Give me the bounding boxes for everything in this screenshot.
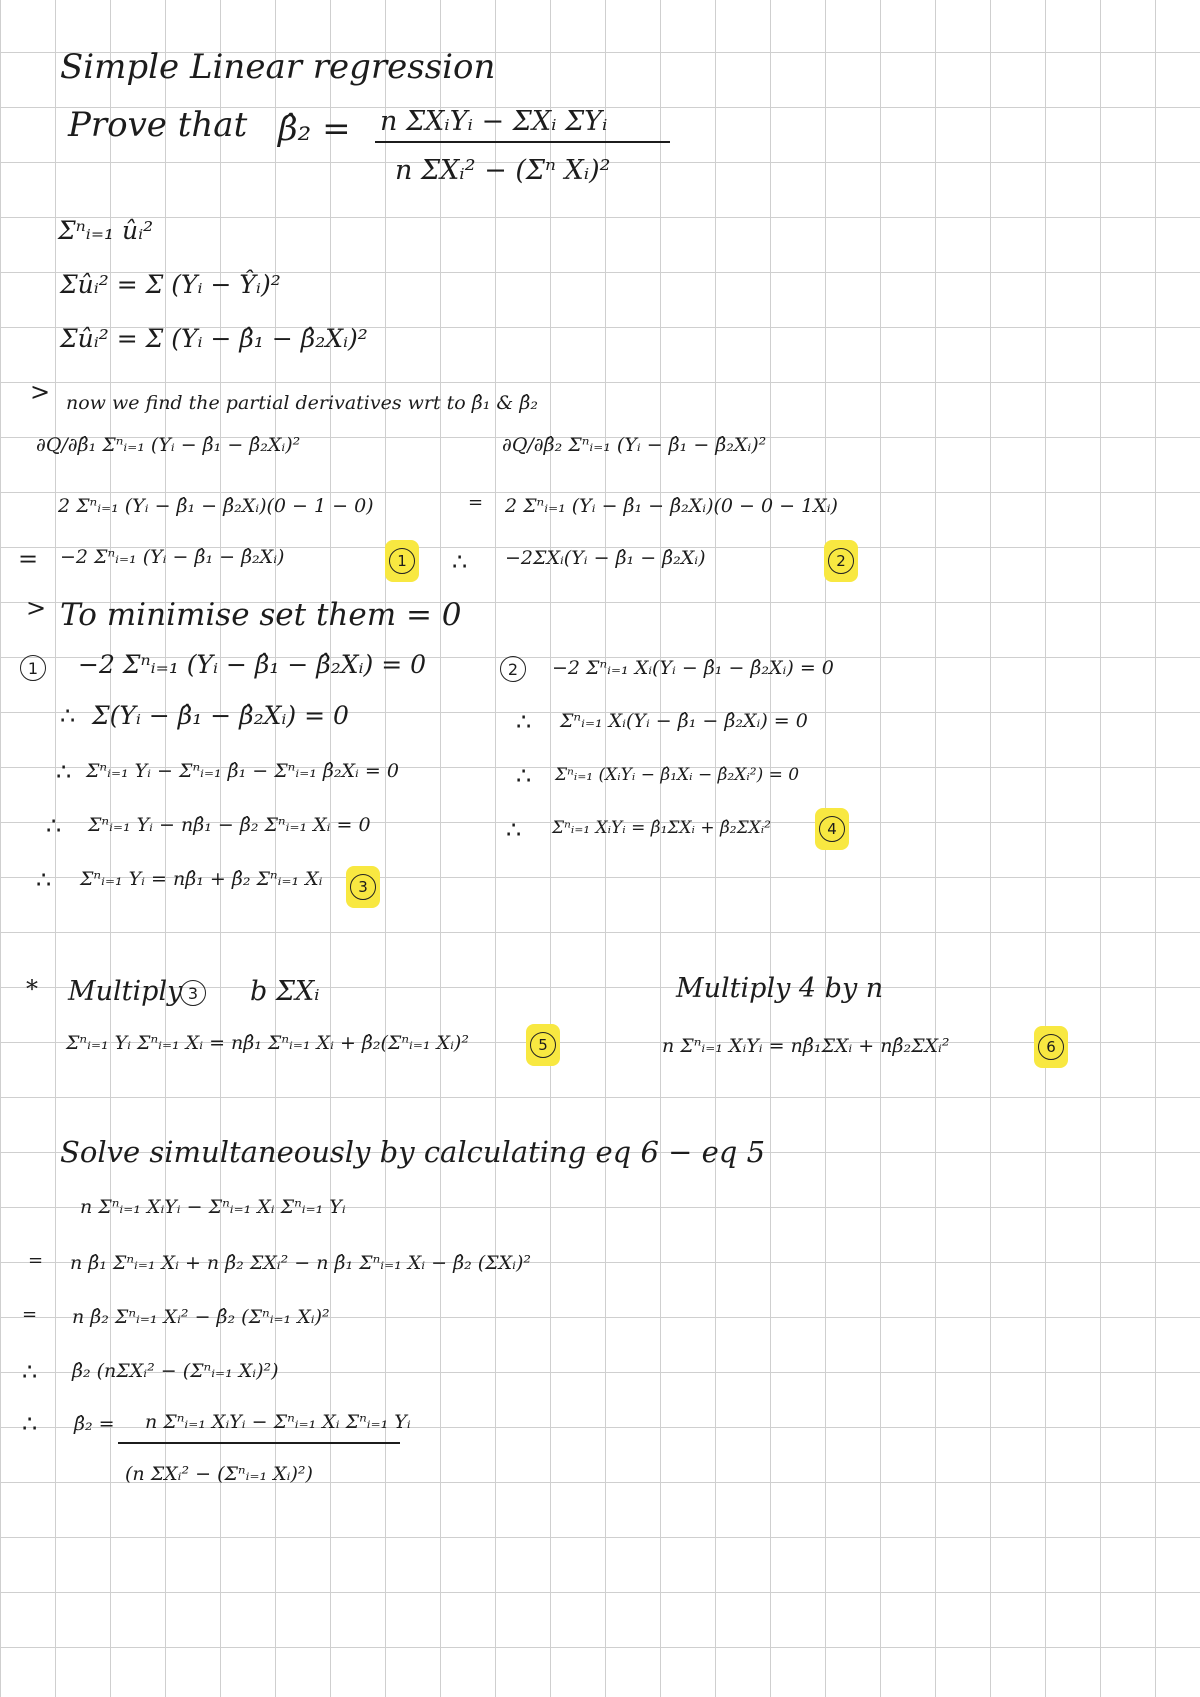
minimise-right-4: Σⁿᵢ₌₁ XᵢYᵢ = β̂₁ΣXᵢ + β̂₂ΣXᵢ² — [552, 818, 771, 838]
therefore-l4: ∴ — [46, 812, 62, 840]
therefore-l3: ∴ — [56, 758, 72, 786]
eq-label-4-number: 4 — [819, 816, 845, 842]
solve-result-numerator: n Σⁿᵢ₌₁ XᵢYᵢ − Σⁿᵢ₌₁ Xᵢ Σⁿᵢ₌₁ Yᵢ — [145, 1411, 411, 1433]
multiply-right-eq: n Σⁿᵢ₌₁ XᵢYᵢ = nβ̂₁ΣXᵢ + nβ̂₂ΣXᵢ² — [662, 1035, 950, 1057]
star-mark: * — [26, 975, 38, 1003]
solve-heading: Solve simultaneously by calculating eq 6 − eq 5 — [60, 1135, 766, 1169]
solve-line-3: n β̂₂ Σⁿᵢ₌₁ Xᵢ² − β̂₂ (Σⁿᵢ₌₁ Xᵢ)² — [72, 1306, 330, 1328]
partial-b1-step3: −2 Σⁿᵢ₌₁ (Yᵢ − β̂₁ − β̂₂Xᵢ) — [60, 546, 285, 568]
multiply-left-tail: b ΣXᵢ — [250, 976, 320, 1007]
prove-label: Prove that — [68, 105, 248, 145]
solve-line-2: n β̂₁ Σⁿᵢ₌₁ Xᵢ + n β̂₂ ΣXᵢ² − n β̂₁ Σⁿᵢ₌₁ Xᵢ − β̂₂ (ΣXᵢ)² — [70, 1252, 531, 1274]
eq-label-6-number: 6 — [1038, 1034, 1064, 1060]
minimise-left-5: Σⁿᵢ₌₁ Yᵢ = nβ̂₁ + β̂₂ Σⁿᵢ₌₁ Xᵢ — [80, 868, 323, 890]
minimise-heading: To minimise set them = 0 — [60, 597, 462, 633]
minimise-right-2: Σⁿᵢ₌₁ Xᵢ(Yᵢ − β̂₁ − β̂₂Xᵢ) = 0 — [560, 710, 808, 732]
solve-fraction-bar — [118, 1442, 400, 1444]
eq-label-3-number: 3 — [350, 874, 376, 900]
solve-result-denominator: (n ΣXᵢ² − (Σⁿᵢ₌₁ Xᵢ)²) — [125, 1463, 313, 1485]
right-eq-number-2: 2 — [500, 656, 526, 682]
solve-line-1: n Σⁿᵢ₌₁ XᵢYᵢ − Σⁿᵢ₌₁ Xᵢ Σⁿᵢ₌₁ Yᵢ — [80, 1196, 346, 1218]
eq-label-2-number: 2 — [828, 548, 854, 574]
partial-b2-step3: −2ΣXᵢ(Yᵢ − β̂₁ − β̂₂Xᵢ) — [505, 547, 706, 569]
therefore-r2: ∴ — [516, 708, 532, 736]
therefore-s4: ∴ — [22, 1358, 38, 1386]
eq-label-1-number: 1 — [389, 548, 415, 574]
setup-line-3: Σûᵢ² = Σ (Yᵢ − β̂₁ − β̂₂Xᵢ)² — [60, 324, 368, 353]
eq-label-3 — [346, 866, 380, 908]
minimise-arrow: > — [26, 594, 47, 622]
title-fraction-bar — [375, 141, 670, 143]
solve-line-4: β̂₂ (nΣXᵢ² − (Σⁿᵢ₌₁ Xᵢ)²) — [72, 1360, 279, 1382]
minimise-right-3: Σⁿᵢ₌₁ (XᵢYᵢ − β̂₁Xᵢ − β̂₂Xᵢ²) = 0 — [555, 765, 800, 785]
partial-b1: ∂Q/∂β̂₁ Σⁿᵢ₌₁ (Yᵢ − β̂₁ − β̂₂Xᵢ)² — [36, 434, 301, 456]
left-eq-number-1: 1 — [20, 655, 46, 681]
minimise-left-2: Σ(Yᵢ − β̂₁ − β̂₂Xᵢ) = 0 — [92, 701, 349, 730]
setup-line-1: Σⁿᵢ₌₁ ûᵢ² — [58, 216, 154, 245]
partial-b2: ∂Q/∂β̂₂ Σⁿᵢ₌₁ (Yᵢ − β̂₁ − β̂₂Xᵢ)² — [502, 434, 767, 456]
eq-label-1 — [385, 540, 419, 582]
partial-b1-step2: 2 Σⁿᵢ₌₁ (Yᵢ − β̂₁ − β̂₂Xᵢ)(0 − 1 − 0) — [58, 495, 374, 517]
partials-arrow: > — [30, 378, 51, 406]
multiply-right-head: Multiply 4 by n — [676, 973, 884, 1004]
eq-label-4 — [815, 808, 849, 850]
therefore-r4: ∴ — [506, 816, 522, 844]
multiply-left-head: Multiply — [68, 976, 183, 1007]
left-equals-2: = — [18, 545, 39, 573]
multiply-left-eq: Σⁿᵢ₌₁ Yᵢ Σⁿᵢ₌₁ Xᵢ = nβ̂₁ Σⁿᵢ₌₁ Xᵢ + β̂₂(Σⁿᵢ₌₁ Xᵢ)² — [66, 1032, 469, 1054]
page-title: Simple Linear regression — [60, 47, 496, 87]
therefore-l5: ∴ — [36, 866, 52, 894]
eq-label-6 — [1034, 1026, 1068, 1068]
solve-equals-3: = — [22, 1304, 38, 1325]
eq-label-2 — [824, 540, 858, 582]
title-numerator: n ΣXᵢYᵢ − ΣXᵢ ΣYᵢ — [380, 106, 608, 137]
title-denominator: n ΣXᵢ² − (Σⁿ Xᵢ)² — [395, 155, 611, 186]
therefore-r3: ∴ — [516, 762, 532, 790]
eq-label-5-number: 5 — [530, 1032, 556, 1058]
minimise-left-3: Σⁿᵢ₌₁ Yᵢ − Σⁿᵢ₌₁ β̂₁ − Σⁿᵢ₌₁ β̂₂Xᵢ = 0 — [86, 760, 399, 782]
right-equals-1: = — [468, 492, 484, 513]
partial-b2-step2: 2 Σⁿᵢ₌₁ (Yᵢ − β̂₁ − β̂₂Xᵢ)(0 − 0 − 1Xᵢ) — [505, 495, 838, 517]
therefore-l2: ∴ — [60, 702, 76, 730]
solve-equals-2: = — [28, 1250, 44, 1271]
setup-line-2: Σûᵢ² = Σ (Yᵢ − Ŷᵢ)² — [60, 270, 281, 299]
partials-heading: now we find the partial derivatives wrt to β̂₁ & β̂₂ — [66, 392, 538, 414]
minimise-right-1: −2 Σⁿᵢ₌₁ Xᵢ(Yᵢ − β̂₁ − β̂₂Xᵢ) = 0 — [552, 657, 834, 679]
minimise-left-1: −2 Σⁿᵢ₌₁ (Yᵢ − β̂₁ − β̂₂Xᵢ) = 0 — [78, 650, 427, 679]
minimise-left-4: Σⁿᵢ₌₁ Yᵢ − nβ̂₁ − β̂₂ Σⁿᵢ₌₁ Xᵢ = 0 — [88, 814, 371, 836]
solve-result-lhs: β̂₂ = — [74, 1413, 115, 1435]
therefore-s5: ∴ — [22, 1410, 38, 1438]
eq-label-5 — [526, 1024, 560, 1066]
multiply-ref-3: 3 — [180, 980, 206, 1006]
therefore-partials: ∴ — [452, 548, 468, 576]
beta2-lhs: β̂₂ = — [278, 109, 351, 149]
